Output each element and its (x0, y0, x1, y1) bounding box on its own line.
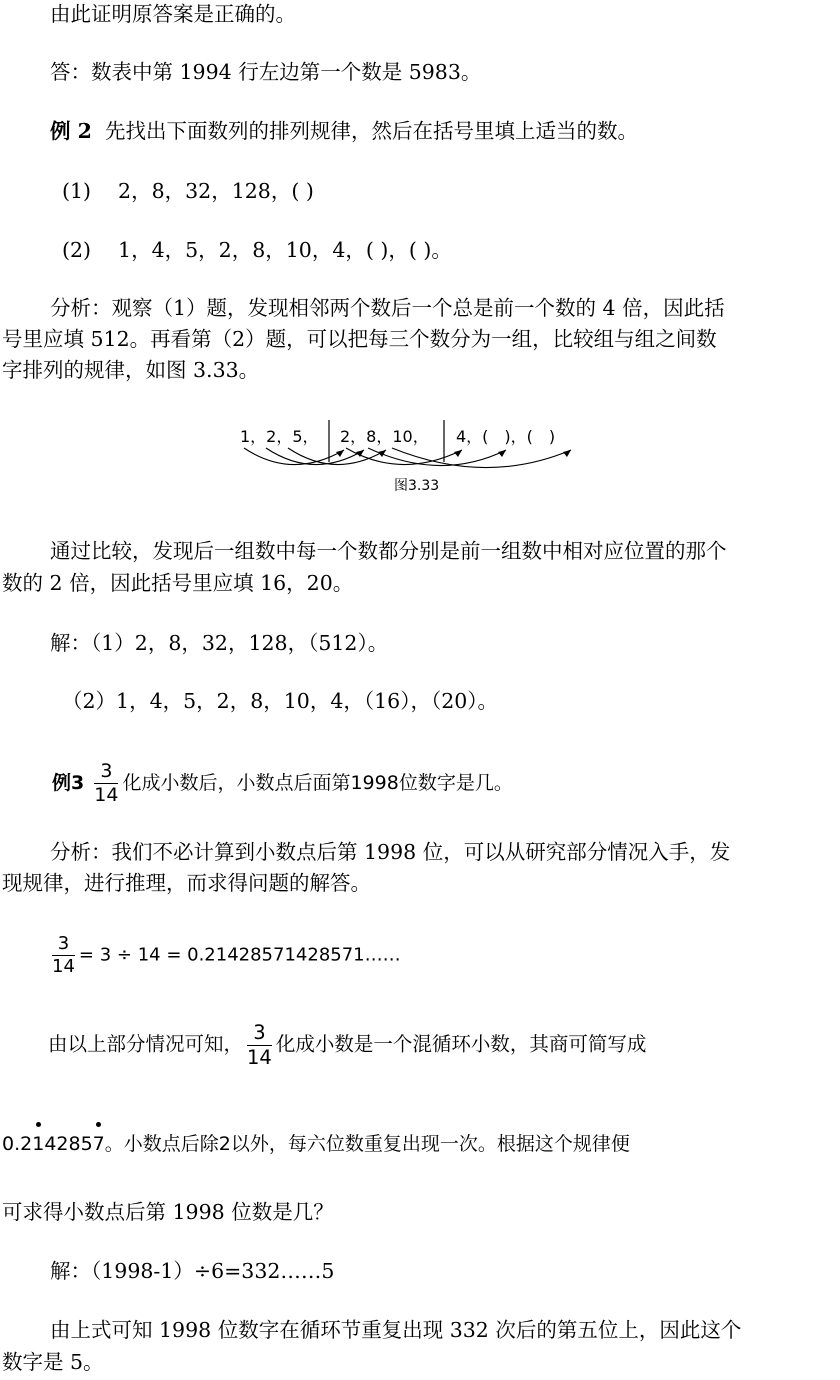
fraction-denominator: 14 (247, 1045, 272, 1069)
example-2-heading (50, 119, 638, 143)
sequence-2: (2) 1，4，5，2，8，10，4，( )，( )。 (62, 238, 452, 262)
figure-group-2: 2，8，10， (340, 427, 429, 446)
recurring-dot-start-digit: 1 (32, 1130, 44, 1158)
fraction-denominator: 14 (94, 784, 119, 806)
fraction-3-14 (247, 1023, 272, 1067)
comparison-line-1: 通过比较，发现后一组数中每一个数都分别是前一组数中相对应位置的那个 (50, 539, 727, 563)
analysis-line-1: 分析：观察（1）题，发现相邻两个数后一个总是前一个数的 4 倍，因此括 (50, 296, 725, 320)
example-2-question: 先找出下面数列的排列规律，然后在括号里填上适当的数。 (104, 119, 638, 143)
fraction-numerator: 3 (100, 760, 113, 782)
analysis-line-3: 字排列的规律，如图 3.33。 (2, 358, 260, 382)
decimal-middle: 4285 (44, 1133, 93, 1155)
fraction-numerator: 3 (57, 933, 70, 954)
statement-prefix: 由以上部分情况可知， (48, 1032, 244, 1056)
fraction-numerator: 3 (253, 1021, 266, 1044)
figure-3-33 (236, 420, 606, 500)
analysis-line-2: 号里应填 512。再看第（2）题，可以把每三个数分为一组，比较组与组之间数 (2, 327, 717, 351)
figure-arrows (244, 448, 571, 468)
decimal-lead: 0.2 (2, 1133, 33, 1155)
solution-line-2: （2）1，4，5，2，8，10，4，（16），（20）。 (62, 689, 499, 713)
question-line: 可求得小数点后第 1998 位数是几？ (2, 1200, 334, 1224)
example-2-label: 例 2 (50, 119, 92, 143)
recurring-dot-end-digit: 7 (93, 1130, 105, 1158)
figure-group-3: 4，( )，( ) (456, 427, 556, 446)
decimal-explanation: 。小数点后除2以外，每六位数重复出现一次。根据这个规律便 (104, 1133, 630, 1155)
recurring-decimal-line (2, 1130, 630, 1158)
example-3-heading (52, 762, 513, 805)
analysis-3-line-2: 现规律，进行推理，而求得问题的解答。 (2, 871, 371, 895)
equation-result: = 3 ÷ 14 = 0.21428571428571…… (78, 944, 401, 966)
comparison-line-2: 数的 2 倍，因此括号里应填 16，20。 (2, 571, 354, 595)
final-solution: 解：（1998-1）÷6=332……5 (50, 1259, 335, 1283)
text-line-conclusion: 由此证明原答案是正确的。 (50, 2, 296, 26)
fraction-denominator: 14 (52, 956, 75, 977)
figure-caption: 图3.33 (394, 478, 440, 494)
solution-line-1: 解：（1）2，8，32，128，（512）。 (50, 631, 389, 655)
fraction-3-14 (52, 935, 75, 976)
example-3-question: 化成小数后，小数点后面第1998位数字是几。 (122, 772, 513, 794)
conclusion-line-1: 由上式可知 1998 位数字在循环节重复出现 332 次后的第五位上，因此这个 (50, 1318, 742, 1342)
fraction-3-14 (94, 762, 118, 805)
conclusion-line-2: 数字是 5。 (2, 1350, 104, 1374)
example-3-label: 例3 (52, 772, 85, 794)
statement-suffix: 化成小数是一个混循环小数，其商可简写成 (275, 1032, 647, 1056)
analysis-3-line-1: 分析：我们不必计算到小数点后第 1998 位，可以从研究部分情况入手，发 (50, 840, 731, 864)
figure-group-1: 1，2，5， (240, 427, 319, 446)
division-equation (48, 935, 401, 976)
sequence-1: (1) 2，8，32，128，( ) (62, 179, 314, 203)
text-line-answer: 答：数表中第 1994 行左边第一个数是 5983。 (50, 60, 482, 84)
mixed-recurring-statement (48, 1023, 646, 1067)
